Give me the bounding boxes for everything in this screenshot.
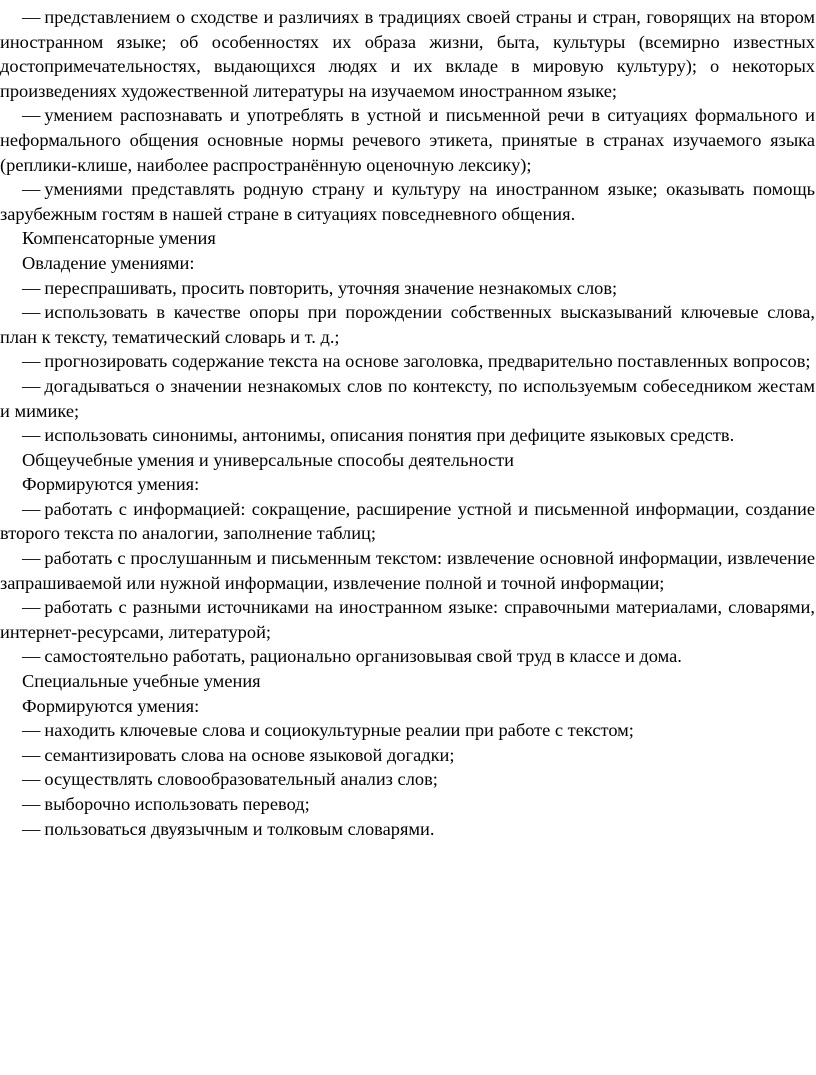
list-item-text: использовать в качестве опоры при порождении собственных высказываний ключевые слова, план к тексту, тематический словарь и т. д.; [0,302,815,347]
list-item-text: самостоятельно работать, рационально организовывая свой труд в классе и дома. [44,646,682,667]
list-item-text: выборочно использовать перевод; [44,794,310,814]
heading-text: Специальные учебные умения [22,671,261,692]
paragraph-speech-etiquette [0,103,815,177]
subheading-skills-formed [0,472,815,497]
dash-marker: — [22,548,41,569]
heading-text: Компенсаторные умения [22,228,216,249]
list-item-text: догадываться о значении незнакомых слов по контексту, по используемым собеседником жестам и мимике; [0,375,815,421]
dash-marker: — [22,425,41,446]
dash-marker: — [22,646,41,667]
list-item-text: использовать синонимы, антонимы, описания понятия при дефиците языковых средств. [44,425,735,446]
list-item-text: семантизировать слова на основе языковой догадки; [44,744,455,765]
list-item-text: находить ключевые слова и социокультурные реалии при работе с текстом; [44,720,634,741]
subheading-text: Формируются умения: [22,695,200,716]
heading-text: Общеучебные умения и универсальные способы деятельности [22,449,515,470]
dash-marker: — [22,744,41,765]
list-item [0,644,815,669]
list-item [0,374,815,423]
subheading-mastering-skills [0,251,815,276]
section-heading-special-skills [0,669,815,694]
paragraph-text: умениями представлять родную страну и культуру на иностранном языке; оказывать помощь зарубежным гостям в нашей стране в ситуациях повседневного общения. [0,179,815,224]
list-item-text: работать с разными источниками на иностранном языке: справочными материалами, словарями, интернет-ресурсами, литературой; [0,597,815,642]
dash-marker: — [22,277,41,298]
list-item [0,497,815,546]
paragraph-text: умением распознавать и употреблять в устной и письменной речи в ситуациях формального и неформального общения основные нормы речевого этикета, принятые в странах изучаемого языка (реплики-клише, наиболее распространённую оценочную лексику); [0,105,815,175]
list-item-text: прогнозировать содержание текста на основе заголовка, предварительно поставленных вопросов; [44,351,811,372]
list-item [0,349,815,374]
list-item-text: работать с прослушанным и письменным текстом: извлечение основной информации, извлечение запрашиваемой или нужной информации, извлечение полной и точной информации; [0,548,815,593]
list-item [0,300,815,349]
list-item [0,546,815,595]
dash-marker: — [22,302,41,323]
dash-marker: — [22,818,41,839]
paragraph-represent-country [0,177,815,226]
section-heading-general-skills [0,448,815,473]
list-item [0,595,815,644]
list-item [0,767,815,792]
paragraph-sociocultural-knowledge [0,5,815,103]
list-item [0,743,815,768]
dash-marker: — [22,720,41,741]
list-item-text: осуществлять словообразовательный анализ слов; [44,769,438,790]
list-item [0,792,815,817]
dash-marker: — [22,498,41,519]
dash-marker: — [22,597,41,618]
list-item [0,718,815,743]
list-item [0,276,815,301]
list-item-text: переспрашивать, просить повторить, уточняя значение незнакомых слов; [44,277,618,298]
dash-marker: — [22,351,41,372]
list-item-text: пользоваться двуязычным и толковым словарями. [44,818,435,839]
subheading-skills-formed [0,694,815,719]
dash-marker: — [22,7,41,27]
dash-marker: — [22,794,41,814]
list-item [0,423,815,448]
list-item-text: работать с информацией: сокращение, расширение устной и письменной информации, создание второго текста по аналогии, заполнение таблиц; [0,498,815,544]
dash-marker: — [22,769,41,790]
list-item [0,817,815,842]
dash-marker: — [22,179,41,200]
dash-marker: — [22,375,41,396]
subheading-text: Формируются умения: [22,474,200,495]
paragraph-text: представлением о сходстве и различиях в традициях своей страны и стран, говорящих на втором иностранном языке; об особенностях их образа жизни, быта, культуры (всемирно известных достопримечательностях, выдающихся людях и их вкладе в мировую культуру); о некоторых произведениях художественной литературы на изучаемом иностранном языке; [0,7,815,101]
dash-marker: — [22,105,41,126]
section-heading-compensatory [0,226,815,251]
subheading-text: Овладение умениями: [22,252,195,273]
